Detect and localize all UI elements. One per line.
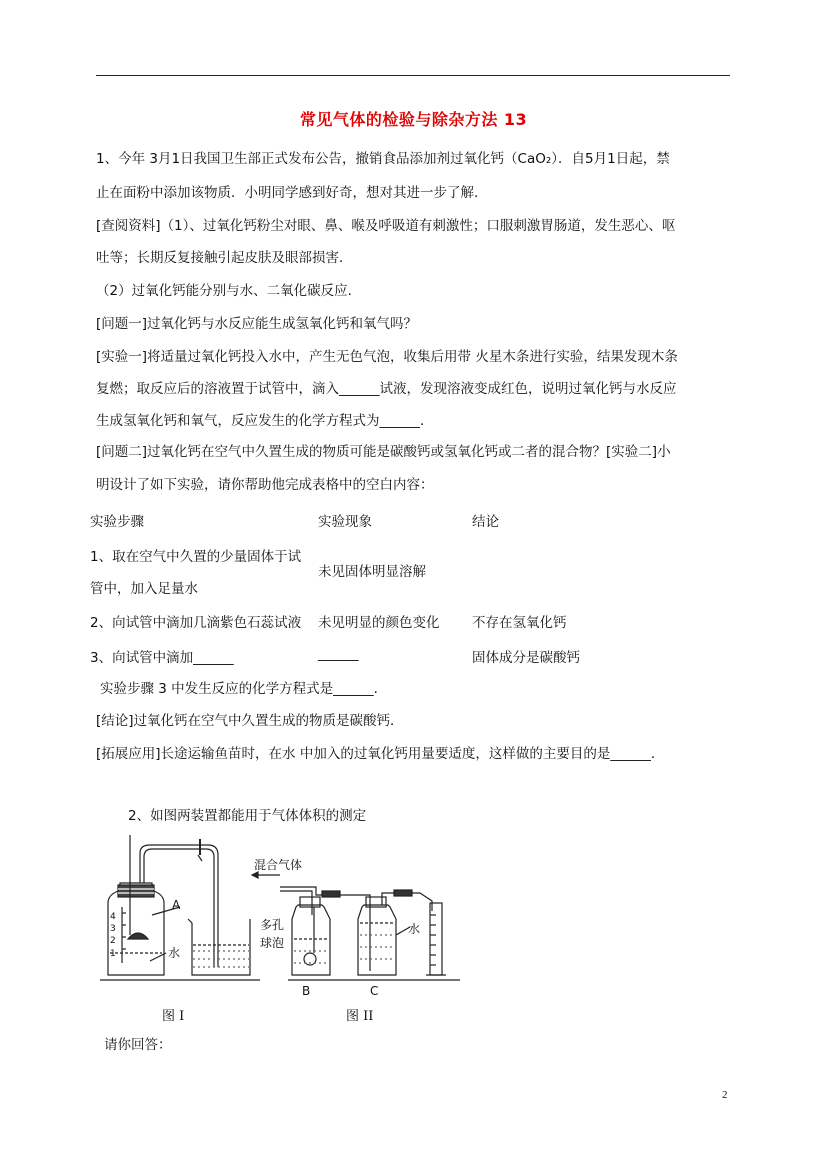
table-row3-phenomenon: ______ [318, 646, 359, 662]
table-row2-phenomenon: 未见明显的颜色变化 [318, 615, 440, 631]
label-water-1: 水 [168, 946, 181, 960]
q1-line2: 止在面粉中添加该物质．小明同学感到好奇，想对其进一步了解． [96, 185, 488, 201]
q1-question1: [问题一]过氧化钙与水反应能生成氢氧化钙和氧气吗？ [96, 316, 418, 332]
figure-caption-2: 图 II [346, 1009, 374, 1024]
label-b: B [302, 984, 311, 995]
q1-eq3: 实验步骤 3 中发生反应的化学方程式是______． [100, 681, 388, 697]
scale-label-3: 3 [110, 924, 116, 934]
gas-volume-apparatus-figure [100, 835, 480, 995]
table-row1-step-b: 管中，加入足量水 [90, 581, 198, 597]
q2-intro: 2、如图两装置都能用于气体体积的测定 [128, 808, 367, 824]
label-water-2: 水 [408, 922, 421, 936]
scale-label-4: 4 [110, 912, 116, 922]
label-mixed-gas: 混合气体 [254, 858, 303, 872]
label-c: C [370, 984, 379, 995]
table-row2-step: 2、向试管中滴加几滴紫色石蕊试液 [90, 615, 302, 631]
q1-line1: 1、今年 3月1日我国卫生部正式发布公告，撤销食品添加剂过氧化钙（CaO₂）．自5月1日起，禁 [96, 151, 670, 167]
q1-info2: （2）过氧化钙能分别与水、二氧化碳反应． [96, 283, 362, 299]
q1-conclusion: [结论]过氧化钙在空气中久置生成的物质是碳酸钙． [96, 713, 404, 729]
table-row1-step-a: 1、取在空气中久置的少量固体于试 [90, 549, 302, 565]
q1-application: [拓展应用]长途运输鱼苗时，在水 中加入的过氧化钙用量要适度，这样做的主要目的是______． [96, 746, 665, 762]
q1-info1b: 吐等；长期反复接触引起皮肤及眼部损害． [96, 250, 353, 266]
label-porous-1: 多孔 [260, 918, 285, 932]
q1-question2b: 明设计了如下实验，请你帮助他完成表格中的空白内容： [96, 477, 434, 493]
table-header-step: 实验步骤 [90, 514, 144, 530]
table-header-conclusion: 结论 [472, 514, 499, 530]
table-header-phenomenon: 实验现象 [318, 514, 372, 530]
scale-label-1: 1 [110, 949, 116, 959]
table-row3-conclusion: 固体成分是碳酸钙 [472, 650, 580, 666]
q1-exp1c: 生成氢氧化钙和氧气，反应发生的化学方程式为______． [96, 413, 434, 429]
table-row2-conclusion: 不存在氢氧化钙 [472, 615, 567, 631]
page-title: 常见气体的检验与除杂方法 13 [299, 110, 528, 129]
scale-label-2: 2 [110, 936, 116, 946]
page-number: 2 [722, 1089, 728, 1101]
q1-exp1a: [实验一]将适量过氧化钙投入水中，产生无色气泡，收集后用带 火星木条进行实验，结果发现木条 [96, 349, 678, 365]
table-row1-phenomenon: 未见固体明显溶解 [318, 564, 426, 580]
label-a: A [172, 898, 181, 912]
figure-caption-1: 图 I [162, 1009, 185, 1024]
q2-answer-prompt: 请你回答： [104, 1037, 172, 1053]
header-rule [96, 75, 730, 76]
label-porous-2: 球泡 [260, 936, 285, 950]
table-row3-step: 3、向试管中滴加______ [90, 650, 234, 666]
q1-info1a: [查阅资料]（1）、过氧化钙粉尘对眼、鼻、喉及呼吸道有刺激性；口服刺激胃肠道，发生恶心、呕 [96, 218, 676, 234]
q1-exp1b: 复燃；取反应后的溶液置于试管中，滴入______试液，发现溶液变成红色，说明过氧化钙与水反应 [96, 381, 677, 397]
q1-question2a: [问题二]过氧化钙在空气中久置生成的物质可能是碳酸钙或氢氧化钙或二者的混合物？[实验二]小 [96, 444, 671, 460]
